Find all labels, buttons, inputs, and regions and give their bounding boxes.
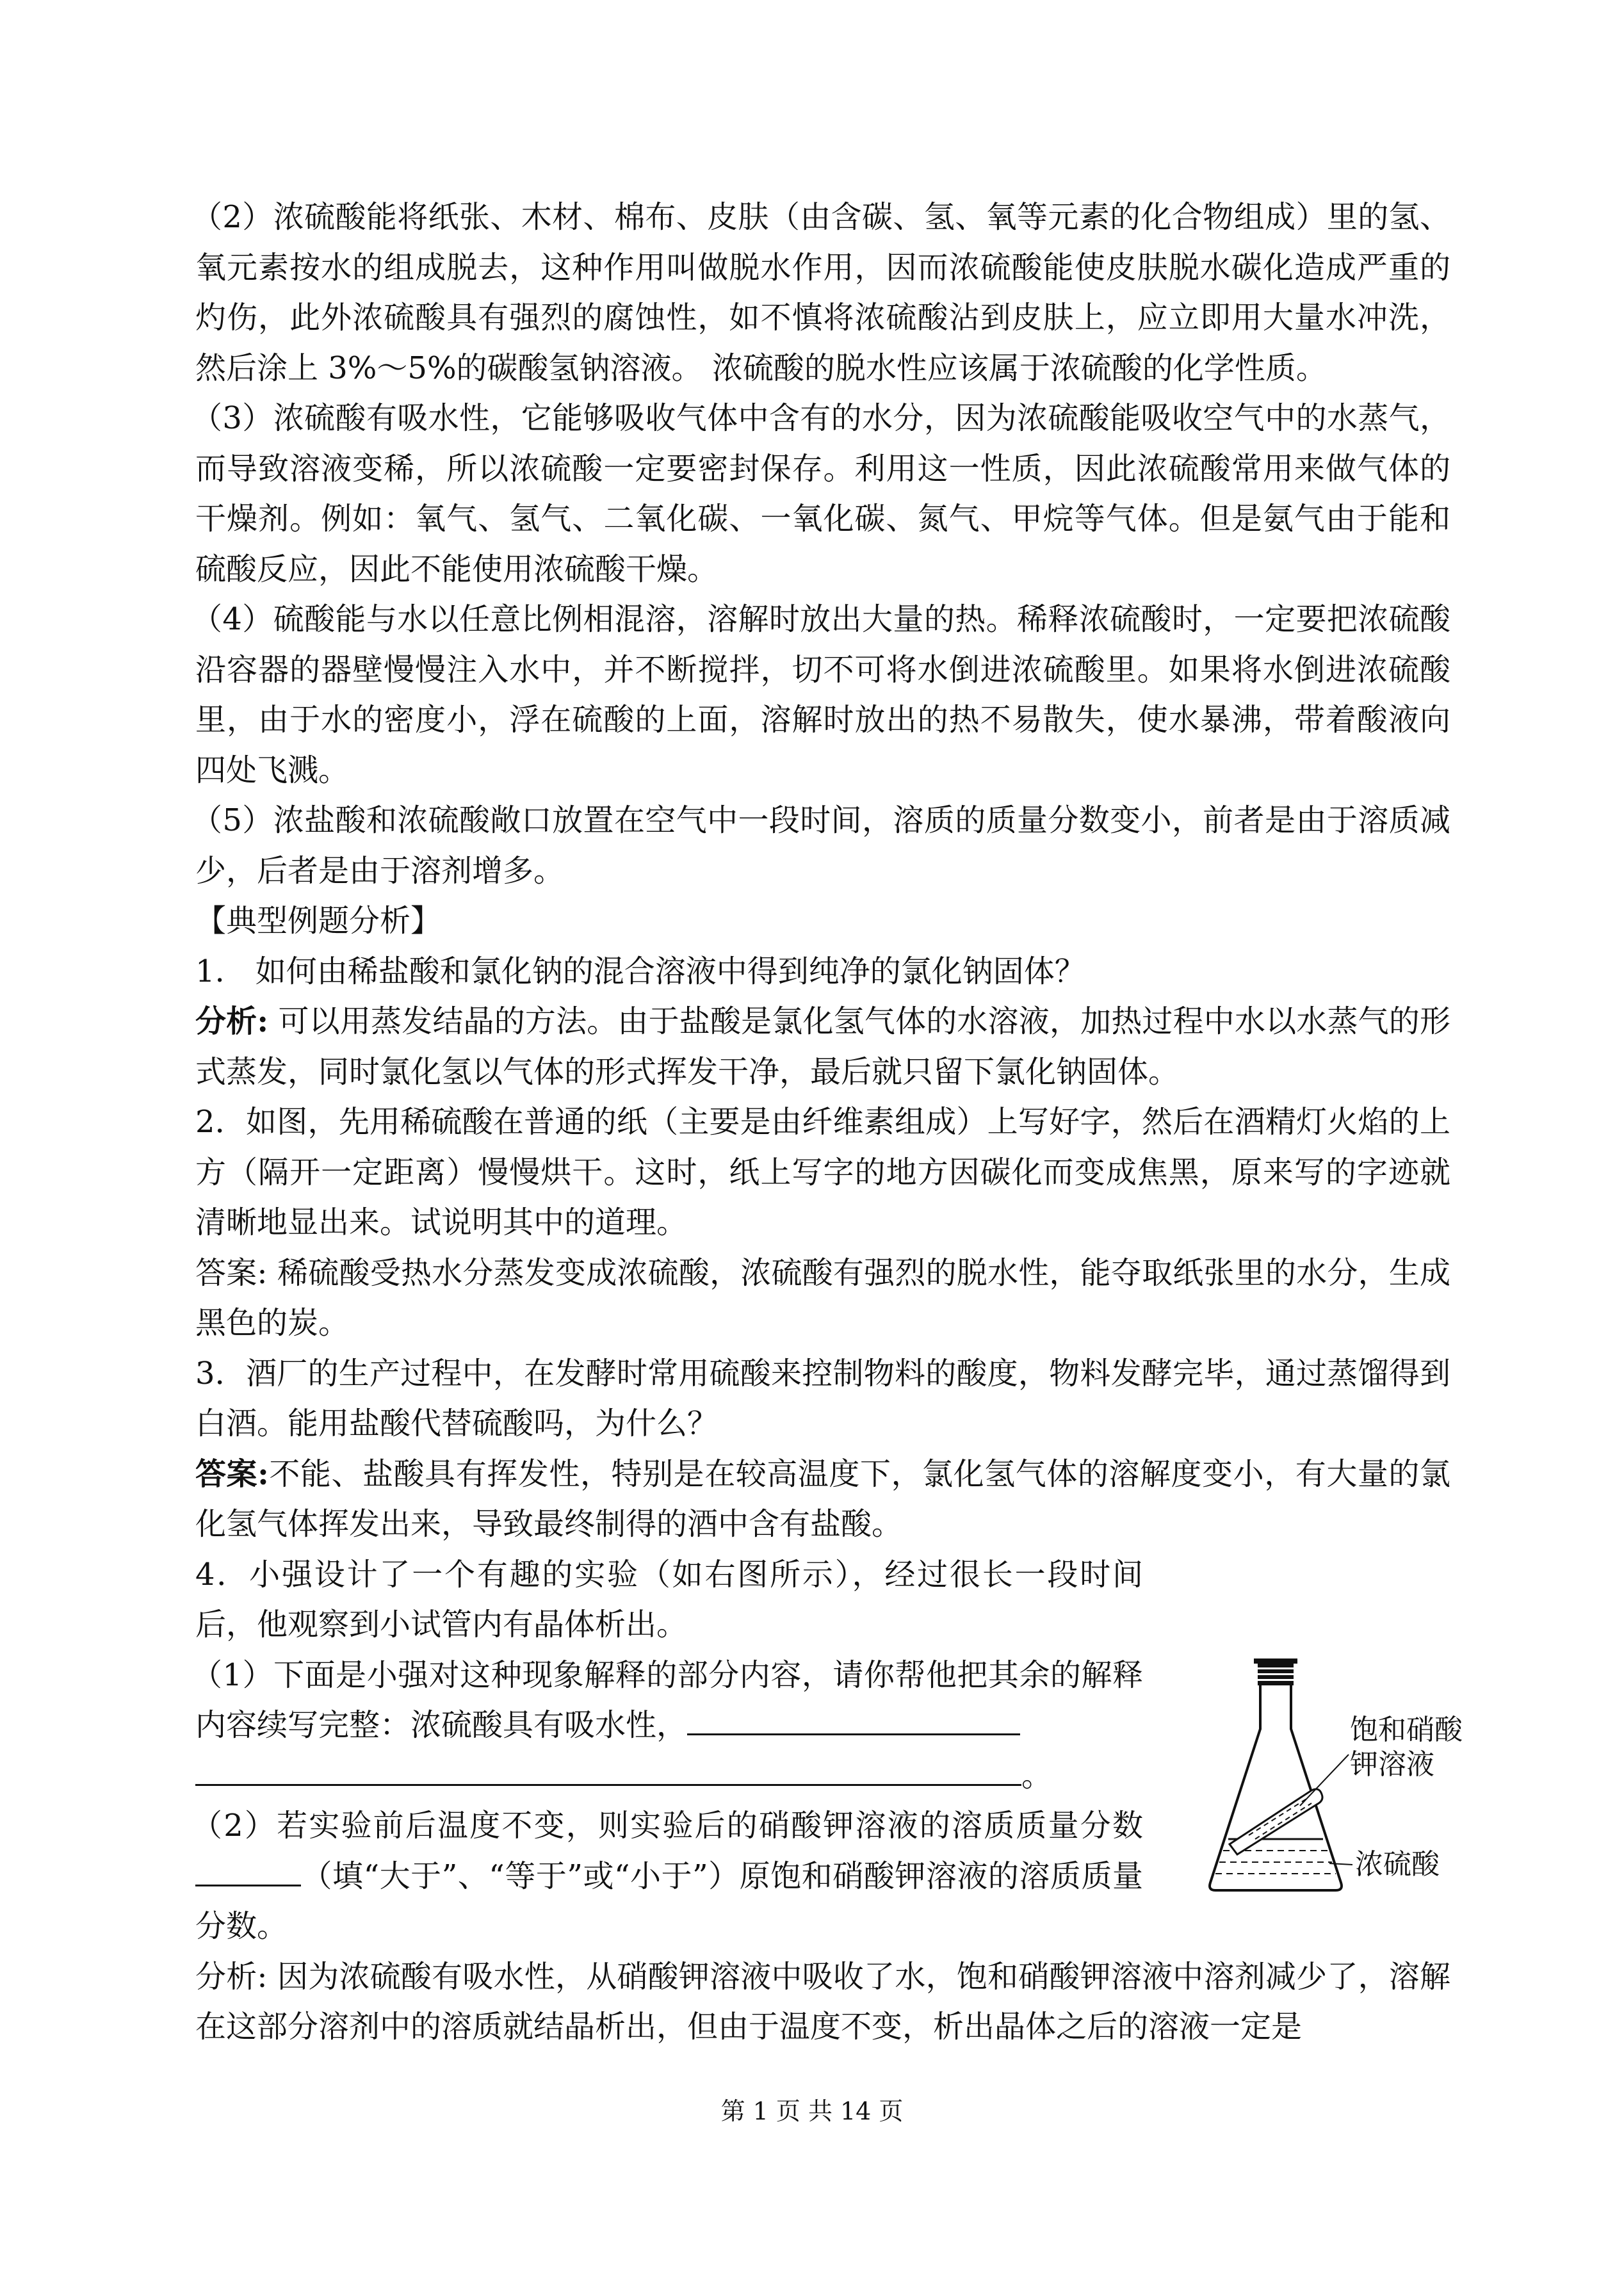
question-1: 1. 如何由稀盐酸和氯化钠的混合溶液中得到纯净的氯化钠固体？	[195, 953, 1085, 989]
question-4-part-2	[191, 1801, 1143, 1952]
footer-total-pages: 14	[840, 2097, 872, 2125]
question-4-part-1-text: （1）下面是小强对这种现象解释的部分内容，请你帮他把其余的解释内容续写完整：浓硫酸具有吸水性，	[191, 1657, 1143, 1743]
question-2: 2．如图，先用稀硫酸在普通的纸（主要是由纤维素组成）上写好字，然后在酒精灯火焰的上方（隔开一定距离）慢慢烘干。这时，纸上写字的地方因碳化而变成焦黑，原来写的字迹就清晰地显出来。试说明其中的道理。	[195, 1104, 1450, 1240]
answer-2	[195, 1248, 1450, 1349]
answer-1	[195, 996, 1450, 1097]
question-4-part-1-end: 。	[1021, 1757, 1053, 1794]
answer-blank-2[interactable]	[195, 1853, 301, 1886]
label-saturated-kno3-1: 饱和硝酸	[1350, 1713, 1463, 1746]
footer-middle: 页 共	[775, 2097, 832, 2125]
answer-blank-1b[interactable]	[195, 1752, 1021, 1786]
flask-figure	[1204, 1652, 1473, 1921]
answer-2-text: 稀硫酸受热水分蒸发变成浓硫酸，浓硫酸有强烈的脱水性，能夺取纸张里的水分，生成黑色的炭。	[195, 1254, 1450, 1341]
footer-page-number: 1	[752, 2097, 768, 2125]
question-4-part-1	[191, 1650, 1143, 1801]
answer-3-text: 不能、盐酸具有挥发性，特别是在较高温度下，氯化氢气体的溶解度变小，有大量的氯化氢气体挥发出来，导致最终制得的酒中含有盐酸。	[195, 1456, 1450, 1542]
answer-1-label: 分析:	[195, 1003, 269, 1039]
document-page	[191, 192, 1463, 2052]
question-3: 3．酒厂的生产过程中，在发酵时常用硫酸来控制物料的酸度，物料发酵完毕，通过蒸馏得到白酒。能用盐酸代替硫酸吗，为什么？	[195, 1355, 1450, 1441]
answer-3-label: 答案:	[195, 1456, 269, 1492]
question-4-part-2-text-a: （2）若实验前后温度不变，则实验后的硝酸钾溶液的溶质质量分数	[191, 1808, 1143, 1844]
page-footer	[0, 2091, 1624, 2127]
answer-blank-1a[interactable]	[687, 1701, 1020, 1735]
paragraph-dehydration: （2）浓硫酸能将纸张、木材、棉布、皮肤（由含碳、氢、氧等元素的化合物组成）里的氢、氧元素按水的组成脱去，这种作用叫做脱水作用，因而浓硫酸能使皮肤脱水碳化造成严重的灼伤，此外浓硫酸具有强烈的腐蚀性，如不慎将浓硫酸沾到皮肤上，应立即用大量水冲洗，然后涂上 3%～5%的碳酸氢钠溶液。 浓硫酸的脱水性应该属于浓硫酸的化学性质。	[191, 199, 1450, 386]
question-4-part-2-text-b: （填“大于”、“等于”或“小于”）原饱和硝酸钾溶液的溶质质量分数。	[195, 1858, 1143, 1944]
paragraph-dilution: （4）硫酸能与水以任意比例相混溶，溶解时放出大量的热。稀释浓硫酸时，一定要把浓硫酸沿容器的器壁慢慢注入水中，并不断搅拌，切不可将水倒进浓硫酸里。如果将水倒进浓硫酸里，由于水的密度小，浮在硫酸的上面，溶解时放出的热不易散失，使水暴沸，带着酸液向四处飞溅。	[191, 601, 1450, 788]
analysis-4: 分析: 因为浓硫酸有吸水性，从硝酸钾溶液中吸收了水，饱和硝酸钾溶液中溶剂减少了，溶解在这部分溶剂中的溶质就结晶析出，但由于温度不变，析出晶体之后的溶液一定是	[195, 1958, 1450, 2045]
question-4-block	[191, 1550, 1463, 2052]
answer-1-text: 可以用蒸发结晶的方法。由于盐酸是氯化氢气体的水溶液，加热过程中水以水蒸气的形式蒸发，同时氯化氢以气体的形式挥发干净，最后就只留下氯化钠固体。	[195, 1003, 1450, 1090]
label-saturated-kno3-2: 钾溶液	[1350, 1748, 1434, 1781]
answer-2-label: 答案:	[195, 1254, 268, 1291]
section-title: 【典型例题分析】	[195, 903, 442, 939]
answer-3	[195, 1449, 1450, 1550]
footer-suffix: 页	[879, 2097, 904, 2125]
paragraph-exposure: （5）浓盐酸和浓硫酸敞口放置在空气中一段时间，溶质的质量分数变小，前者是由于溶质减少，后者是由于溶剂增多。	[191, 802, 1450, 889]
footer-prefix: 第	[720, 2097, 745, 2125]
paragraph-hygroscopic: （3）浓硫酸有吸水性，它能够吸收气体中含有的水分，因为浓硫酸能吸收空气中的水蒸气，而导致溶液变稀，所以浓硫酸一定要密封保存。利用这一性质，因此浓硫酸常用来做气体的干燥剂。例如：氧气、氢气、二氧化碳、一氧化碳、氮气、甲烷等气体。但是氨气由于能和硫酸反应，因此不能使用浓硫酸干燥。	[191, 400, 1450, 587]
question-4: 4．小强设计了一个有趣的实验（如右图所示），经过很长一段时间后，他观察到小试管内有晶体析出。	[195, 1556, 1143, 1642]
label-sulfuric-acid: 浓硫酸	[1355, 1847, 1440, 1881]
